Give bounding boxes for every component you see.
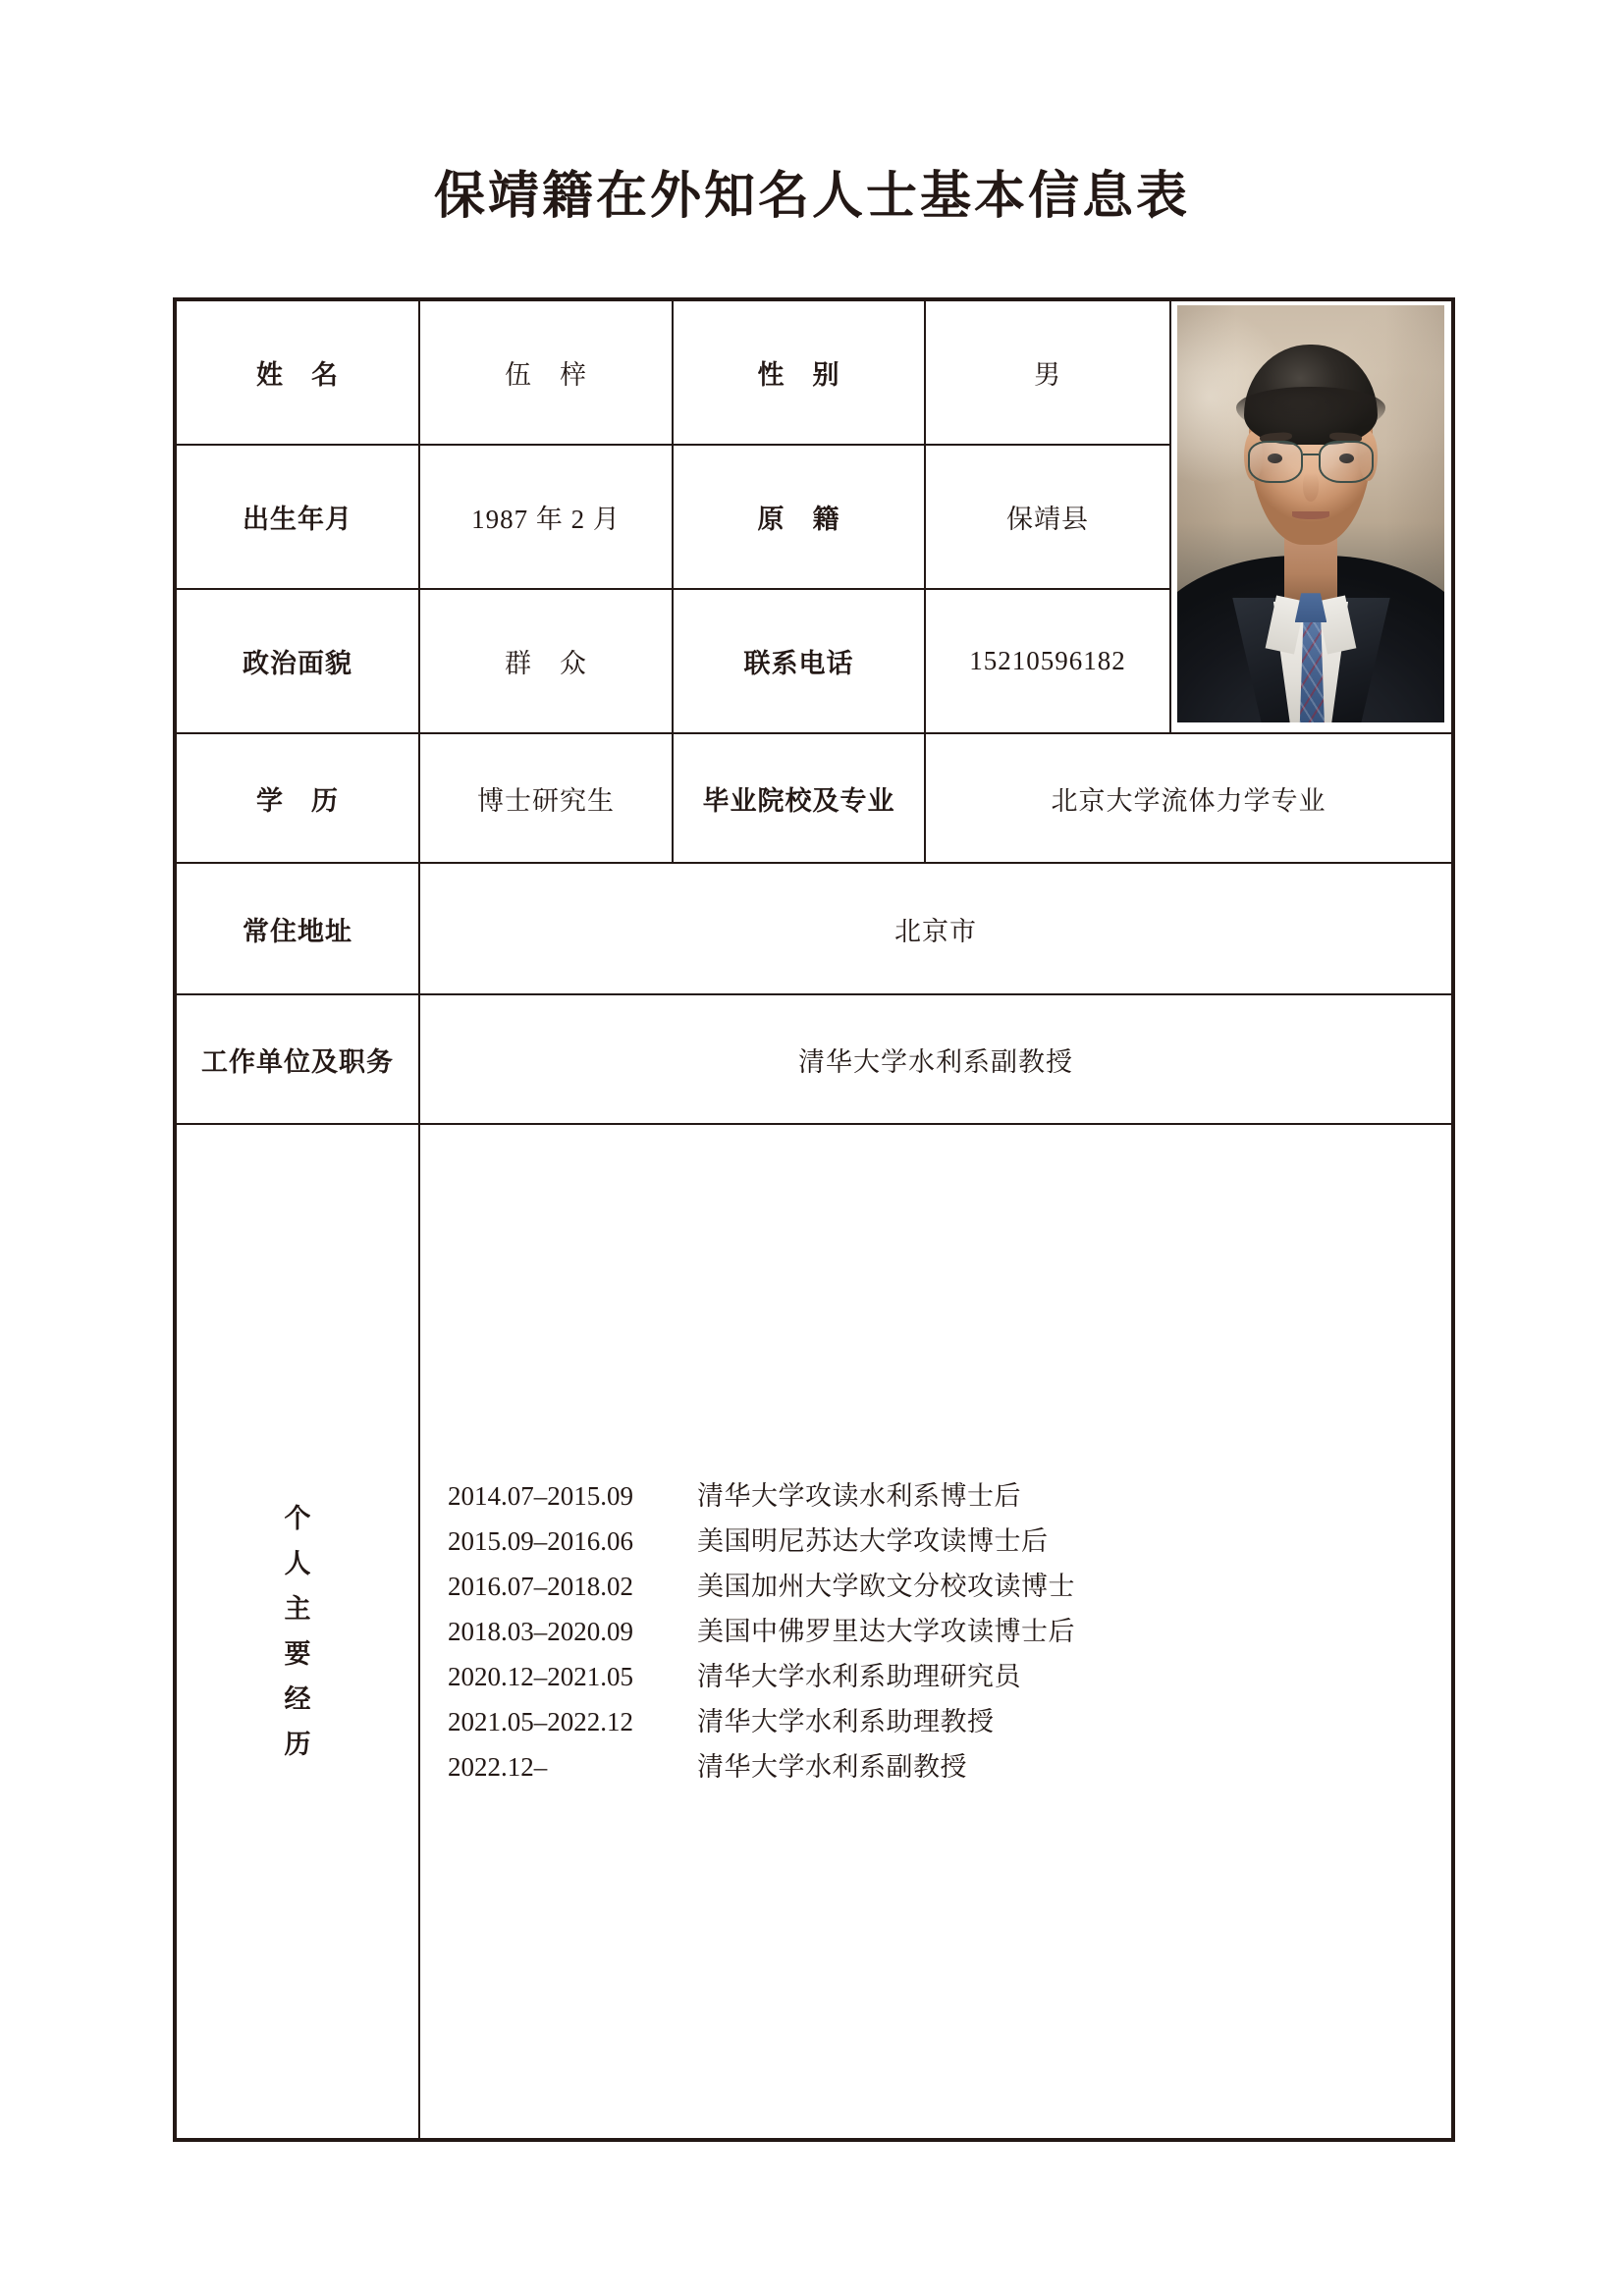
label-political-status: 政治面貌 <box>175 589 419 733</box>
experience-description: 清华大学攻读水利系博士后 <box>697 1481 1021 1511</box>
table-row-address <box>175 863 1453 994</box>
table-row-name <box>175 299 1453 445</box>
photo-wrapper <box>1171 301 1451 732</box>
experience-item <box>420 1564 1451 1609</box>
experience-item <box>420 1519 1451 1564</box>
portrait-photo <box>1177 305 1444 722</box>
label-work-unit-position: 工作单位及职务 <box>175 994 419 1124</box>
value-phone: 15210596182 <box>925 589 1170 733</box>
experience-date: 2016.07–2018.02 <box>448 1572 633 1601</box>
personal-info-table <box>173 297 1455 2142</box>
label-school-major: 毕业院校及专业 <box>673 733 925 863</box>
vertical-label-char-0: 个 <box>284 1504 311 1533</box>
mouth-shape <box>1292 511 1329 518</box>
table-row-work <box>175 994 1453 1124</box>
experience-date: 2022.12– <box>448 1752 548 1782</box>
experience-date: 2020.12–2021.05 <box>448 1662 633 1691</box>
label-phone: 联系电话 <box>673 589 925 733</box>
experience-description: 美国加州大学欧文分校攻读博士 <box>697 1572 1075 1601</box>
value-origin: 保靖县 <box>925 445 1170 589</box>
value-gender: 男 <box>925 299 1170 445</box>
glasses-bridge <box>1303 454 1318 456</box>
experience-date: 2015.09–2016.06 <box>448 1526 633 1556</box>
experience-date: 2014.07–2015.09 <box>448 1481 633 1511</box>
lens-left <box>1248 441 1303 483</box>
experience-item <box>420 1654 1451 1699</box>
nose-shape <box>1303 472 1319 502</box>
vertical-label-char-1: 人 <box>284 1549 311 1578</box>
value-name: 伍 梓 <box>419 299 673 445</box>
experience-item <box>420 1609 1451 1654</box>
label-education: 学 历 <box>175 733 419 863</box>
experience-item <box>420 1473 1451 1519</box>
value-birth-date: 1987 年 2 月 <box>419 445 673 589</box>
experience-description: 美国明尼苏达大学攻读博士后 <box>697 1526 1049 1556</box>
experience-description: 清华大学水利系副教授 <box>697 1752 967 1782</box>
lens-right <box>1319 441 1374 483</box>
experience-list <box>420 1473 1451 1789</box>
label-name: 姓 名 <box>175 299 419 445</box>
table-row-experience <box>175 1124 1453 2140</box>
label-personal-experience <box>175 1124 419 2140</box>
vertical-label-char-4: 经 <box>284 1684 311 1714</box>
value-residence-address: 北京市 <box>419 863 1453 994</box>
vertical-label-char-5: 历 <box>284 1730 311 1759</box>
label-gender: 性 别 <box>673 299 925 445</box>
experience-date: 2021.05–2022.12 <box>448 1707 633 1736</box>
experience-description: 清华大学水利系助理教授 <box>697 1707 995 1736</box>
value-political-status: 群 众 <box>419 589 673 733</box>
vertical-label-experience <box>285 1496 311 1767</box>
table-row-education <box>175 733 1453 863</box>
experience-date: 2018.03–2020.09 <box>448 1617 633 1646</box>
experience-item <box>420 1699 1451 1744</box>
experience-description: 清华大学水利系助理研究员 <box>697 1662 1021 1691</box>
experience-item <box>420 1744 1451 1789</box>
page-title: 保靖籍在外知名人士基本信息表 <box>433 169 1190 225</box>
vertical-label-char-3: 要 <box>284 1639 311 1669</box>
value-work-unit-position: 清华大学水利系副教授 <box>419 994 1453 1124</box>
experience-description: 美国中佛罗里达大学攻读博士后 <box>697 1617 1075 1646</box>
label-residence-address: 常住地址 <box>175 863 419 994</box>
vertical-label-char-2: 主 <box>284 1594 311 1624</box>
value-personal-experience <box>419 1124 1453 2140</box>
value-education: 博士研究生 <box>419 733 673 863</box>
photo-cell <box>1170 299 1453 733</box>
label-birth-date: 出生年月 <box>175 445 419 589</box>
value-school-major: 北京大学流体力学专业 <box>925 733 1453 863</box>
label-origin: 原 籍 <box>673 445 925 589</box>
